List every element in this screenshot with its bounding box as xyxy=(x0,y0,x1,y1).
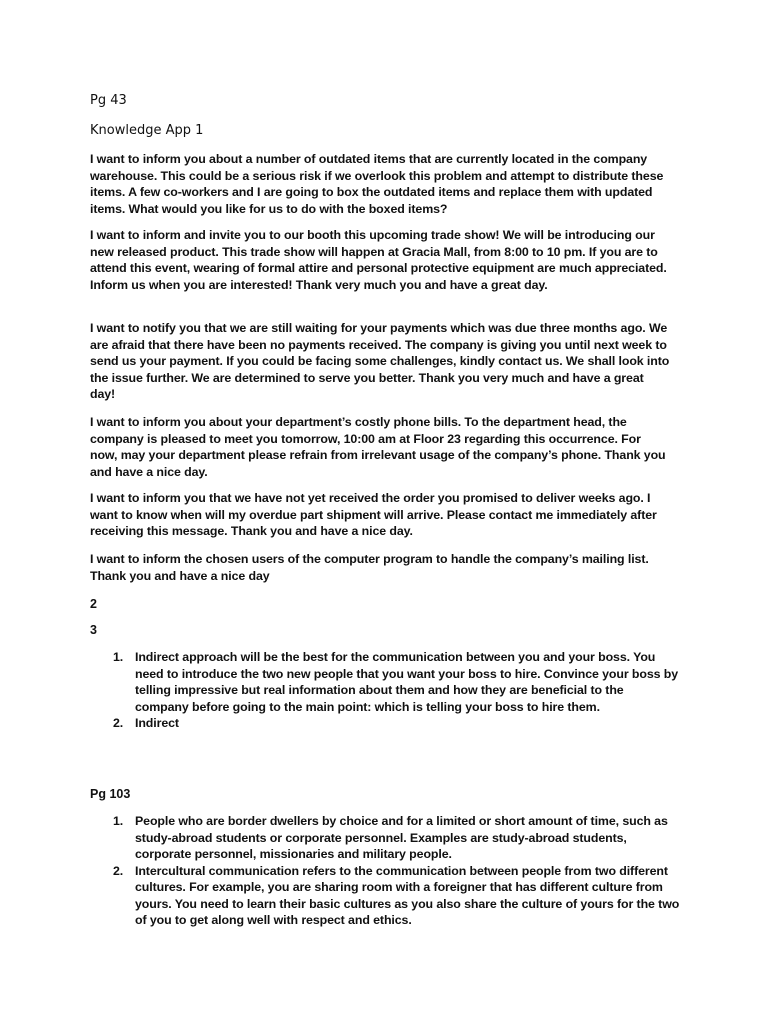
list-text: Indirect approach will be the best for the communication between you and your boss. You need to introduce the two new people that you want your boss to hire. Convince your boss by telling impressive but real information about them and how they are beneficial to the company before going to the main point: which is telling your boss to hire them. xyxy=(135,650,679,714)
list-text: Intercultural communication refers to the communication between people from two different cultures. For example, you are sharing room with a foreigner that has different culture from yours. You need to learn their basic cultures as you also share the culture of yours for the two of you to get along well with respect and ethics. xyxy=(135,863,680,927)
paragraph: I want to inform you about a number of outdated items that are currently located in the company warehouse. This could be a serious risk if we overlook this problem and attempt to distribute these items. A few co-workers and I are going to box the outdated items and replace them with updated items. What would you like for us to do with the boxed items? xyxy=(90,152,664,216)
paragraph: I want to inform you about your department’s costly phone bills. To the department head, the company is pleased to meet you tomorrow, 10:00 am at Floor 23 regarding this occurrence. For now, may your department please refrain from irrelevant usage of the company’s phone. Thank you and have a nice day. xyxy=(90,415,666,479)
list-text: People who are border dwellers by choice and for a limited or short amount of time, such as study-abroad students or corporate personnel. Examples are study-abroad students, corporate personnel, missionaries and military people. xyxy=(135,814,668,861)
list-number: 1. xyxy=(113,814,124,828)
list-number: 2. xyxy=(113,716,124,730)
list-item xyxy=(90,863,680,929)
list-item xyxy=(90,813,680,863)
paragraph: I want to inform you that we have not yet received the order you promised to deliver weeks ago. I want to know when will my overdue part shipment will arrive. Please contact me immediately after receiving this message. Thank you and have a nice day. xyxy=(90,491,657,538)
section-title: Knowledge App 1 xyxy=(90,123,204,138)
item-label: 3 xyxy=(90,623,97,637)
paragraph: I want to notify you that we are still waiting for your payments which was due three months ago. We are afraid that there have been no payments received. The company is giving you until next week to send us your payment. If you could be facing some challenges, kindly contact us. We shall look into the issue further. We are determined to serve you better. Thank you very much and have a great day! xyxy=(90,321,670,401)
answer-list xyxy=(90,649,680,732)
paragraph: I want to inform the chosen users of the computer program to handle the company’s mailing list. Thank you and have a nice day xyxy=(90,552,649,583)
answer-list xyxy=(90,813,680,929)
list-item xyxy=(90,649,680,715)
list-number: 2. xyxy=(113,863,124,878)
list-text: Indirect xyxy=(135,716,179,730)
item-label: 2 xyxy=(90,597,97,611)
page-reference: Pg 103 xyxy=(90,787,131,801)
page-reference: Pg 43 xyxy=(90,93,127,108)
list-number: 1. xyxy=(113,650,124,664)
list-item xyxy=(90,715,680,732)
paragraph: I want to inform and invite you to our booth this upcoming trade show! We will be introducing our new released product. This trade show will happen at Gracia Mall, from 8:00 to 10 pm. If you are to attend this event, wearing of formal attire and personal protective equipment are much appreciated. Inform us when you are interested! Thank very much you and have a great day. xyxy=(90,228,667,292)
